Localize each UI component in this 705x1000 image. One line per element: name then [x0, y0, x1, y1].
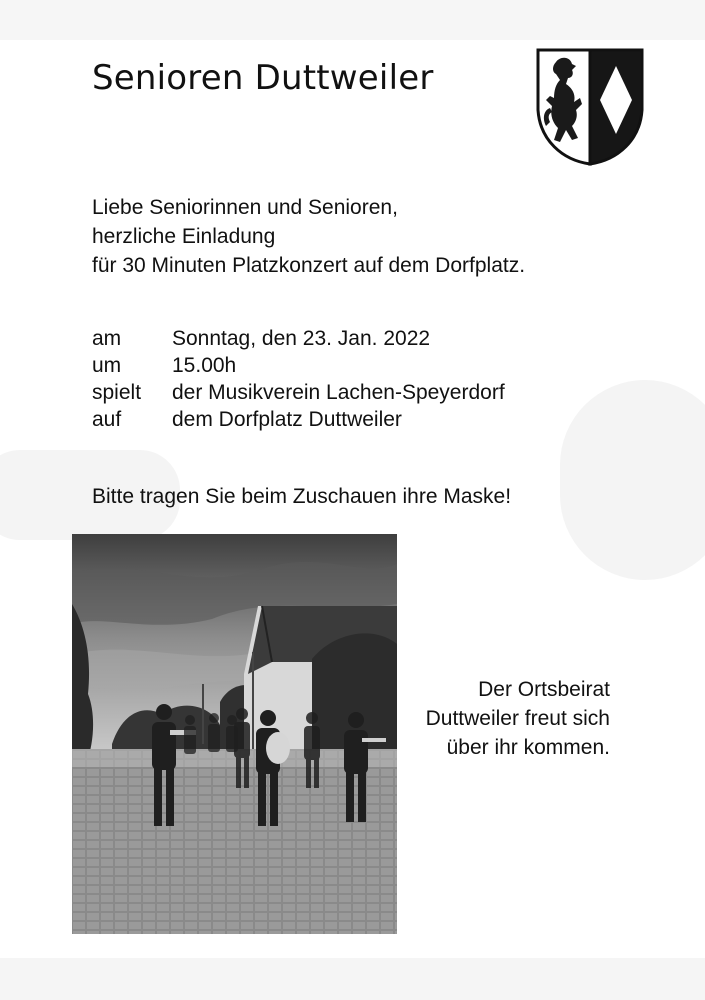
closing-line: über ihr kommen. [446, 736, 610, 759]
closing-line: Duttweiler freut sich [425, 707, 610, 730]
detail-label: am [92, 327, 122, 350]
detail-label: um [92, 354, 122, 377]
event-details [92, 325, 505, 433]
detail-row-date [92, 325, 505, 352]
detail-label: auf [92, 408, 122, 431]
detail-value: Sonntag, den 23. Jan. 2022 [172, 327, 431, 350]
paper-shade [0, 0, 705, 40]
detail-label: spielt [92, 381, 142, 404]
detail-row-performer [92, 379, 505, 406]
paper-shade [560, 380, 705, 580]
detail-value: 15.00h [172, 354, 237, 377]
detail-value: dem Dorfplatz Duttweiler [172, 408, 402, 431]
mask-notice: Bitte tragen Sie beim Zuschauen ihre Maske! [92, 485, 512, 508]
paper-shade [0, 958, 705, 1000]
coat-of-arms-icon [536, 48, 644, 166]
closing-note [400, 675, 610, 762]
band-photo [72, 534, 397, 934]
closing-line: Der Ortsbeirat [478, 678, 610, 701]
intro-line: Liebe Seniorinnen und Senioren, [92, 196, 398, 219]
detail-row-time [92, 352, 505, 379]
intro-line: für 30 Minuten Platzkonzert auf dem Dorfplatz. [92, 254, 526, 277]
detail-row-location [92, 406, 505, 433]
detail-value: der Musikverein Lachen-Speyerdorf [172, 381, 505, 404]
invitation-text [92, 193, 525, 280]
page-title: Senioren Duttweiler [92, 58, 434, 98]
intro-line: herzliche Einladung [92, 225, 276, 248]
